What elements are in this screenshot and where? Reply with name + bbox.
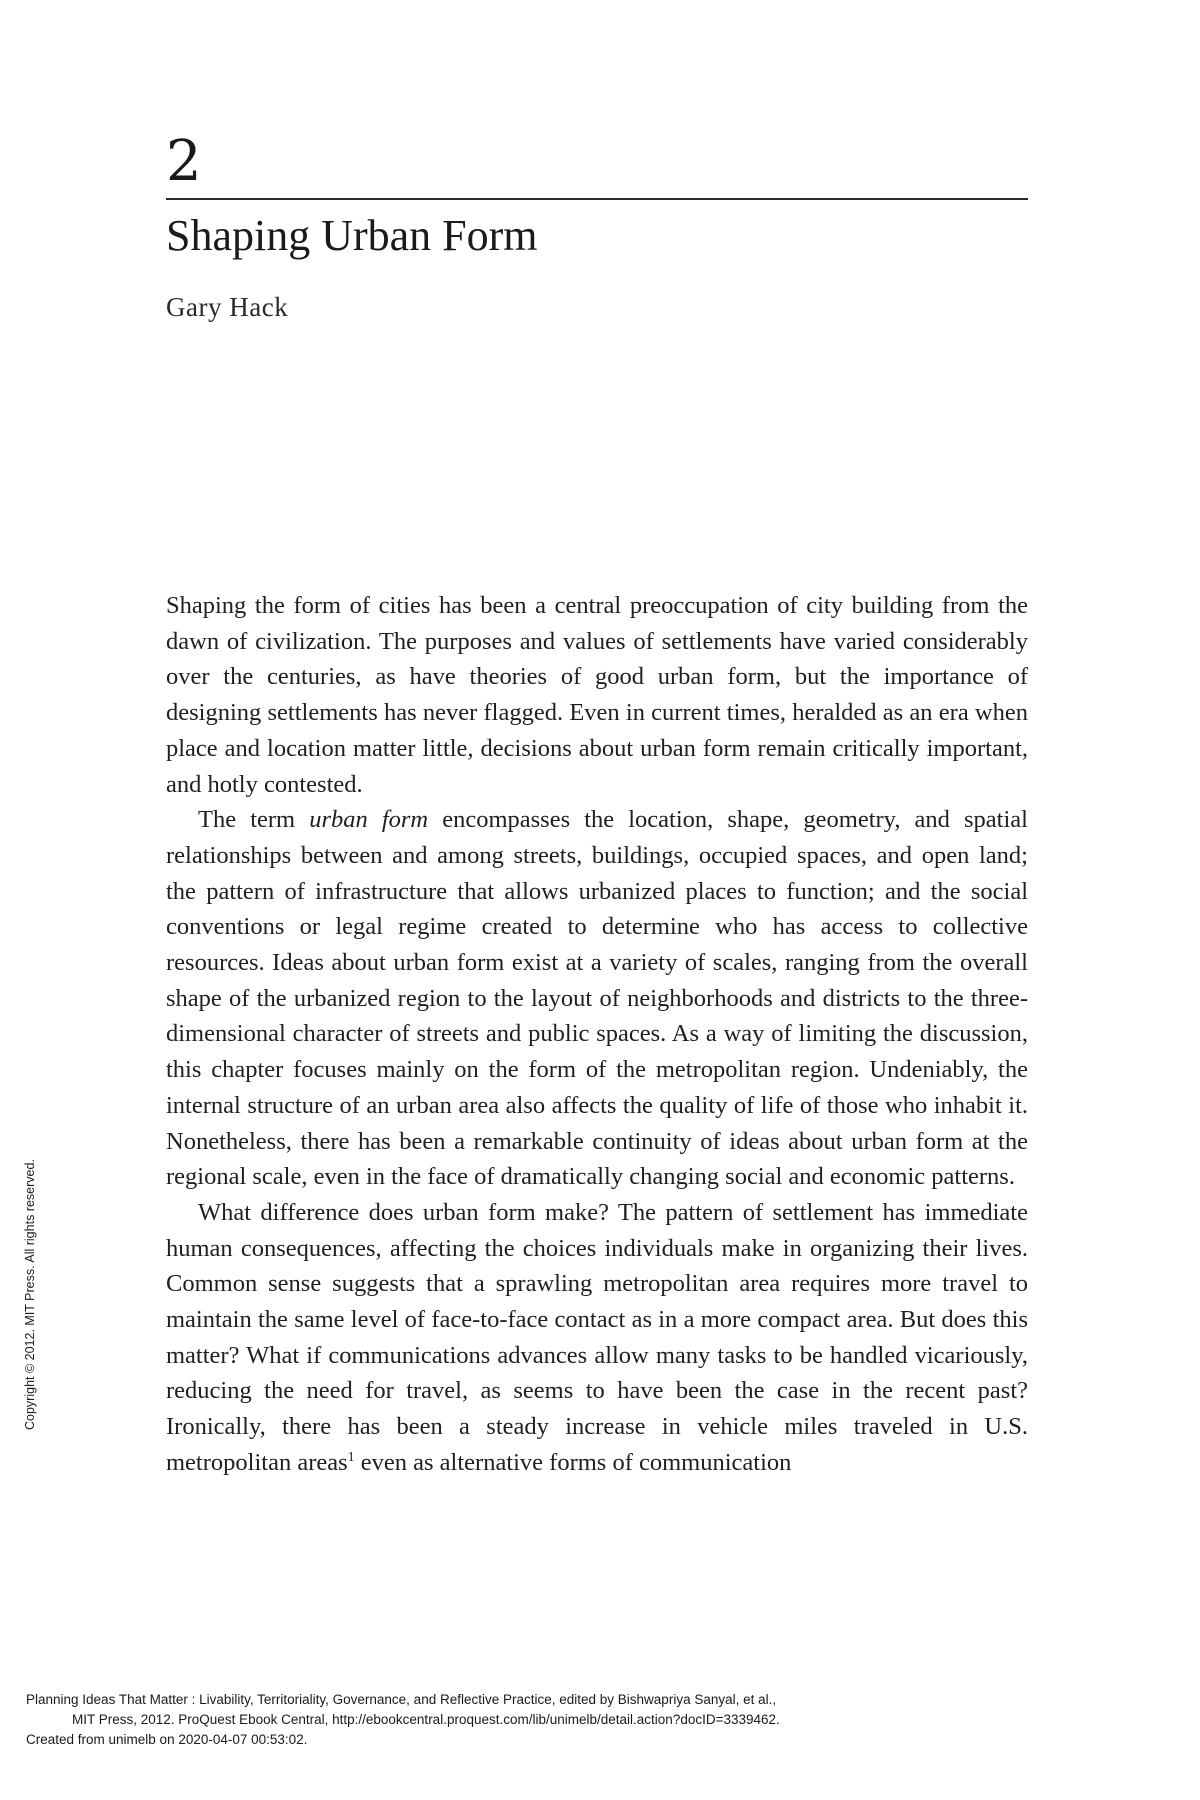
paragraph-2 — [166, 802, 1028, 1195]
paragraph-3 — [166, 1195, 1028, 1481]
footnote-marker[interactable]: 1 — [347, 1449, 355, 1465]
term-urban-form: urban form — [309, 806, 429, 834]
paragraph-3-text: What difference does urban form make? The pattern of settlement has immediate human consequences, affecting the choices individuals make in organizing their lives. Common sense suggests that a sprawling metropolitan area requires more travel to maintain the same level of face-to-face contact as in a more compact area. But does this matter? What if communications advances allow many tasks to be handled vicariously, reducing the need for travel, as seems to have been the case in the recent past? Ironically, there has been a steady increase in vehicle miles traveled in U.S. metropolitan areas — [166, 1198, 1028, 1476]
copyright-notice: Copyright © 2012. MIT Press. All rights reserved. — [23, 1159, 37, 1430]
chapter-title: Shaping Urban Form — [166, 211, 538, 260]
chapter-divider — [166, 198, 1028, 200]
citation-line-1: Planning Ideas That Matter : Livability, Territoriality, Governance, and Reflective Practice, edited by Bishwapriya Sanyal, et al., — [26, 1692, 777, 1707]
citation-line-2: MIT Press, 2012. ProQuest Ebook Central, http://ebookcentral.proquest.com/lib/unimelb/detail.action?docID=3339462. — [72, 1712, 780, 1727]
paragraph-1: Shaping the form of cities has been a central preoccupation of city building from the dawn of civilization. The purposes and values of settlements have varied considerably over the centuries, as have theories of good urban form, but the importance of designing settlements has never flagged. Even in current times, heralded as an era when place and location matter little, decisions about urban form remain critically important, and hotly contested. — [166, 592, 1028, 798]
paragraph-2-rest: encompasses the location, shape, geometry, and spatial relationships between and among streets, buildings, occupied spaces, and open land; the pattern of infrastructure that allows urbanized places to function; and the social conventions or legal regime created to determine who has access to collective resources. Ideas about urban form exist at a variety of scales, ranging from the overall shape of the urbanized region to the layout of neighborhoods and districts to the three-dimensional character of streets and public spaces. As a way of limiting the discussion, this chapter focuses mainly on the form of the metropolitan region. Undeniably, the internal structure of an urban area also affects the quality of life of those who inhabit it. Nonetheless, there has been a remarkable continuity of ideas about urban form at the regional scale, even in the face of dramatically changing social and economic patterns. — [166, 806, 1028, 1191]
paragraph-3-tail: even as alternative forms of communication — [354, 1448, 792, 1476]
chapter-author: Gary Hack — [166, 292, 289, 322]
chapter-body — [166, 588, 1028, 1481]
citation-footer — [26, 1690, 780, 1750]
paragraph-2-lead: The term — [198, 806, 310, 834]
chapter-number: 2 — [166, 129, 202, 194]
citation-line-3: Created from unimelb on 2020-04-07 00:53:02. — [26, 1732, 308, 1747]
